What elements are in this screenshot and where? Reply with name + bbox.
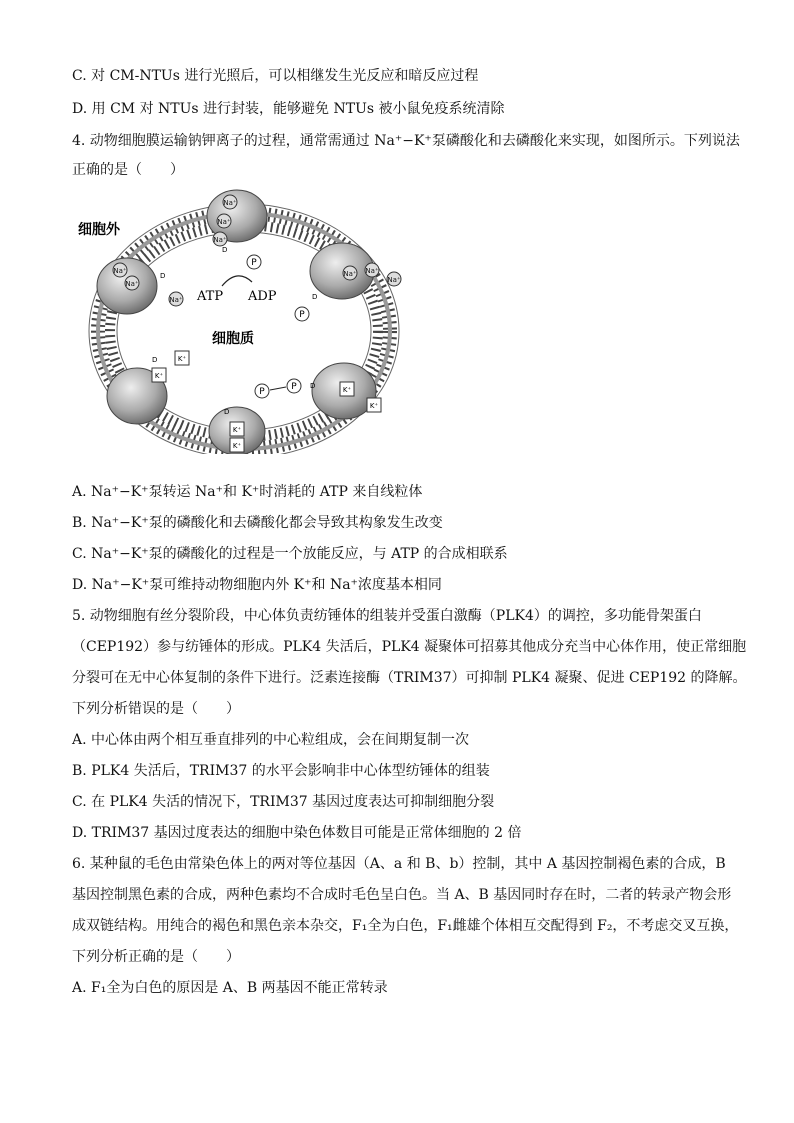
k-ion-right-1-label: K⁺: [342, 386, 352, 394]
d-marker-left: D: [160, 272, 166, 280]
q5-stem-line-2: （CEP192）参与纺锤体的形成。PLK4 失活后，PLK4 凝聚体可招募其他成分充当中心体作用，使正常细胞: [72, 639, 747, 655]
q3-option-d: D. 用 CM 对 NTUs 进行封装，能够避免 NTUs 被小鼠免疫系统清除: [72, 101, 505, 117]
na-ion-top-1-label: Na⁺: [223, 199, 237, 207]
phosphate-free-label: P: [299, 310, 305, 320]
q5-stem-line-3: 分裂可在无中心体复制的条件下进行。泛素连接酶（TRIM37）可抑制 PLK4 凝聚、促进 CEP192 的降解。: [72, 670, 747, 686]
phosphate-bottom-1-label: P: [259, 387, 265, 397]
label-atp: ATP: [197, 289, 224, 304]
q6-stem-line-3: 成双链结构。用纯合的褐色和黑色亲本杂交，F₁全为白色，F₁雌雄个体相互交配得到 F₂，不考虑交叉互换，: [72, 918, 739, 934]
k-ion-bottom-1-label: K⁺: [232, 426, 242, 434]
q6-option-a: A. F₁全为白色的原因是 A、B 两基因不能正常转录: [72, 980, 388, 996]
d-marker-right-top: D: [312, 293, 318, 301]
q4-option-a: A. Na⁺−K⁺泵转运 Na⁺和 K⁺时消耗的 ATP 来自线粒体: [72, 484, 423, 500]
q5-stem-line-4: 下列分析错误的是（ ）: [72, 701, 240, 717]
q4-stem-line-2: 正确的是（ ）: [72, 162, 184, 178]
k-ion-left-2-label: K⁺: [154, 372, 164, 380]
d-marker-top: D: [222, 246, 228, 254]
q5-option-d: D. TRIM37 基因过度表达的细胞中染色体数目可能是正常体细胞的 2 倍: [72, 825, 522, 841]
d-marker-left-bottom: D: [152, 356, 158, 364]
label-extracellular: 细胞外: [78, 222, 120, 238]
na-ion-right-2-label: Na⁺: [365, 267, 379, 275]
na-ion-right-3-label: Na⁺: [387, 276, 401, 284]
q4-option-c: C. Na⁺−K⁺泵的磷酸化的过程是一个放能反应，与 ATP 的合成相联系: [72, 546, 508, 562]
na-k-pump-figure: [72, 186, 417, 454]
q5-option-c: C. 在 PLK4 失活的情况下，TRIM37 基因过度表达可抑制细胞分裂: [72, 794, 495, 810]
na-ion-left-3-label: Na⁺: [169, 296, 183, 304]
q3-option-c: C. 对 CM-NTUs 进行光照后，可以相继发生光反应和暗反应过程: [72, 68, 479, 84]
q4-option-d: D. Na⁺−K⁺泵可维持动物细胞内外 K⁺和 Na⁺浓度基本相同: [72, 577, 442, 593]
q5-stem-line-1: 5. 动物细胞有丝分裂阶段，中心体负责纺锤体的组装并受蛋白激酶（PLK4）的调控，多功能骨架蛋白: [72, 608, 702, 624]
q6-stem-line-1: 6. 某种鼠的毛色由常染色体上的两对等位基因（A、a 和 B、b）控制，其中 A 基因控制褐色素的合成，B: [72, 856, 726, 872]
na-ion-top-2-label: Na⁺: [217, 218, 231, 226]
atp-to-adp-arrow: [222, 276, 252, 286]
q6-stem-line-4: 下列分析正确的是（ ）: [72, 949, 240, 965]
q5-option-b: B. PLK4 失活后，TRIM37 的水平会影响非中心体型纺锤体的组装: [72, 763, 490, 779]
label-adp: ADP: [248, 289, 277, 304]
q4-stem-line-1: 4. 动物细胞膜运输钠钾离子的过程，通常需通过 Na⁺−K⁺泵磷酸化和去磷酸化来实现，如图所示。下列说法: [72, 133, 740, 149]
phosphate-arrow: [270, 387, 286, 390]
na-ion-left-2-label: Na⁺: [125, 280, 139, 288]
na-ion-left-1-label: Na⁺: [113, 267, 127, 275]
d-marker-bottom: D: [224, 408, 230, 416]
q6-stem-line-2: 基因控制黑色素的合成，两种色素均不合成时毛色呈白色。当 A、B 基因同时存在时，二者的转录产物会形: [72, 887, 732, 903]
q5-option-a: A. 中心体由两个相互垂直排列的中心粒组成，会在间期复制一次: [72, 732, 470, 748]
na-ion-top-3-label: Na⁺: [213, 236, 227, 244]
phosphate-bottom-2-label: P: [291, 382, 297, 392]
na-ion-right-1-label: Na⁺: [343, 270, 357, 278]
phosphate-released-label: P: [251, 258, 257, 268]
label-cytoplasm: 细胞质: [212, 331, 254, 347]
k-ion-bottom-2-label: K⁺: [232, 442, 242, 450]
d-marker-right-bottom: D: [310, 382, 316, 390]
k-ion-left-1-label: K⁺: [177, 355, 187, 363]
q4-option-b: B. Na⁺−K⁺泵的磷酸化和去磷酸化都会导致其构象发生改变: [72, 515, 443, 531]
k-ion-right-2-label: K⁺: [369, 402, 379, 410]
